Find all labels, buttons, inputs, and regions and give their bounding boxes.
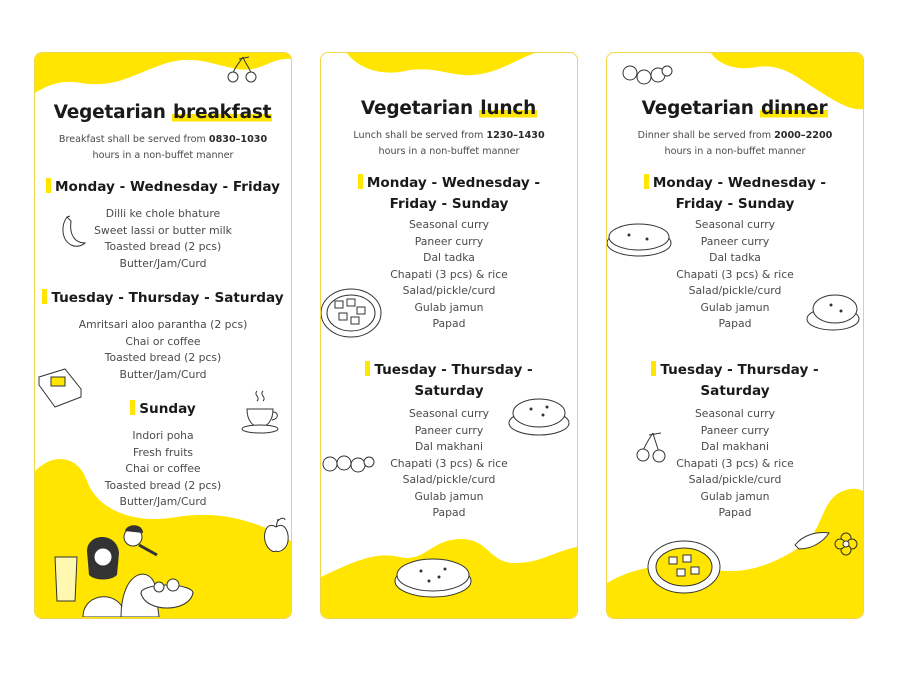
breakfast-served-note	[45, 132, 281, 164]
dinner-section-items-2	[607, 406, 863, 522]
menu-item: Dilli ke chole bhature	[105, 207, 221, 220]
heading-marker	[42, 289, 47, 304]
heading-text: Sunday	[139, 401, 196, 417]
heading-marker	[365, 361, 370, 376]
heading-marker	[130, 400, 135, 415]
lunch-section-heading-1	[321, 173, 577, 215]
title-highlight: breakfast	[173, 102, 272, 123]
menu-item: Dal tadka	[709, 251, 761, 264]
menu-item: Dal makhani	[414, 440, 484, 453]
title-prefix: Vegetarian	[360, 98, 480, 119]
served-prefix: Dinner shall be served from	[637, 130, 775, 141]
menu-item: Gulab jamun	[700, 489, 770, 503]
chilli-pepper-icon	[793, 529, 831, 553]
heading-text: Monday - Wednesday -	[366, 175, 541, 191]
title-prefix: Vegetarian	[641, 98, 760, 119]
people-drinking-illustration	[47, 525, 195, 617]
breakfast-menu-card	[34, 52, 292, 619]
menu-item: Papad	[718, 317, 752, 330]
served-time: 0830–1030	[208, 134, 268, 145]
dinner-section-heading-1	[607, 173, 863, 215]
served-prefix: Lunch shall be served from	[353, 130, 487, 141]
menu-item: Toasted bread (2 pcs)	[104, 351, 222, 364]
menu-item: Chai or coffee	[125, 334, 201, 348]
title-highlight: dinner	[760, 98, 828, 119]
menu-item: Indori poha	[132, 429, 194, 442]
menu-item: Chapati (3 pcs) & rice	[676, 267, 794, 281]
served-suffix: hours in a non-buffet manner	[378, 146, 520, 157]
heading-text: Monday - Wednesday -	[652, 175, 827, 191]
menu-item: Fresh fruits	[132, 445, 194, 459]
menu-item: Dal makhani	[700, 440, 770, 453]
dinner-section-heading-2	[607, 360, 863, 402]
menu-item: Gulab jamun	[700, 300, 770, 314]
menu-item: Paneer curry	[700, 234, 770, 248]
served-time: 2000–2200	[774, 130, 833, 141]
dinner-section-items-1	[607, 217, 863, 333]
heading-text: Saturday	[414, 383, 484, 399]
heading-text: Monday - Wednesday - Friday	[54, 179, 281, 195]
heading-marker	[46, 178, 51, 193]
menu-item: Salad/pickle/curd	[688, 284, 782, 297]
cherries-icon	[225, 55, 261, 85]
apple-icon	[261, 515, 291, 555]
heading-text: Friday - Sunday	[675, 196, 795, 212]
breakfast-section-items-1	[35, 206, 291, 272]
breakfast-section-heading-3	[35, 399, 291, 420]
served-suffix: hours in a non-buffet manner	[92, 150, 234, 161]
heading-text: Tuesday - Thursday -	[660, 362, 819, 378]
menu-item: Toasted bread (2 pcs)	[104, 478, 222, 492]
menu-item: Chapati (3 pcs) & rice	[676, 456, 794, 470]
menu-item: Chai or coffee	[125, 462, 201, 475]
menu-item: Chapati (3 pcs) & rice	[390, 456, 508, 470]
menu-item: Butter/Jam/Curd	[119, 495, 207, 508]
served-suffix: hours in a non-buffet manner	[664, 146, 806, 157]
menu-item: Seasonal curry	[408, 218, 490, 231]
heading-marker	[358, 174, 363, 189]
menu-item: Gulab jamun	[414, 489, 484, 503]
dinner-menu-card	[606, 52, 864, 619]
plate-icon	[647, 539, 721, 595]
menu-item: Amritsari aloo parantha (2 pcs)	[78, 318, 248, 331]
title-highlight: lunch	[480, 98, 537, 119]
heading-marker	[644, 174, 649, 189]
breakfast-section-items-3	[35, 428, 291, 511]
cucumber-slices-icon	[621, 61, 673, 89]
menu-item: Butter/Jam/Curd	[119, 367, 207, 381]
served-time: 1230–1430	[486, 130, 545, 141]
heading-marker	[651, 361, 656, 376]
menu-item: Salad/pickle/curd	[402, 284, 496, 297]
menu-item: Paneer curry	[414, 234, 484, 248]
dinner-title	[607, 98, 863, 119]
top-yellow-wave	[321, 53, 577, 83]
breakfast-section-heading-2	[35, 288, 291, 309]
menu-item: Toasted bread (2 pcs)	[104, 240, 222, 253]
heading-text: Tuesday - Thursday - Saturday	[51, 290, 284, 306]
lunch-served-note	[331, 128, 567, 160]
menu-item: Papad	[718, 506, 752, 519]
heading-text: Saturday	[700, 383, 770, 399]
title-prefix: Vegetarian	[53, 102, 173, 123]
dinner-served-note	[617, 128, 853, 160]
menu-item: Seasonal curry	[694, 407, 776, 420]
heading-text: Tuesday - Thursday -	[374, 362, 533, 378]
menu-item: Butter/Jam/Curd	[119, 256, 207, 270]
breakfast-title	[35, 102, 291, 123]
menu-item: Salad/pickle/curd	[688, 473, 782, 486]
chapati-icon	[393, 549, 473, 601]
menu-item: Sweet lassi or butter milk	[94, 223, 232, 237]
flower-icon	[833, 531, 859, 557]
lunch-title	[321, 98, 577, 119]
menu-item: Papad	[432, 317, 466, 330]
menu-item: Dal tadka	[423, 251, 475, 264]
breakfast-section-items-2	[35, 317, 291, 383]
lunch-section-items-2	[321, 406, 577, 522]
menu-item: Paneer curry	[414, 423, 484, 437]
breakfast-section-heading-1	[35, 177, 291, 198]
menu-item: Papad	[432, 506, 466, 519]
lunch-section-items-1	[321, 217, 577, 333]
heading-text: Friday - Sunday	[389, 196, 509, 212]
lunch-menu-card	[320, 52, 578, 619]
menu-item: Paneer curry	[700, 423, 770, 437]
menu-item: Chapati (3 pcs) & rice	[390, 267, 508, 281]
menu-item: Salad/pickle/curd	[402, 473, 496, 486]
menu-item: Seasonal curry	[408, 407, 490, 420]
served-prefix: Breakfast shall be served from	[58, 134, 209, 145]
menu-item: Seasonal curry	[694, 218, 776, 231]
menu-item: Gulab jamun	[414, 300, 484, 314]
lunch-section-heading-2	[321, 360, 577, 402]
